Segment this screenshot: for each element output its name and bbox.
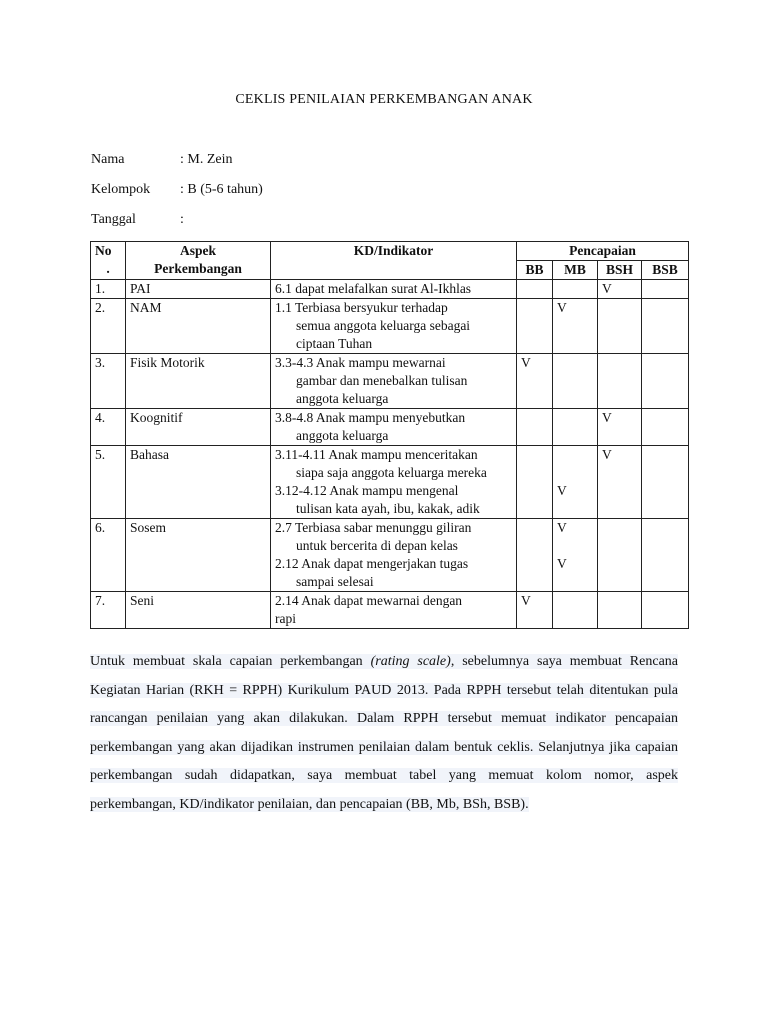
checklist-table xyxy=(90,241,689,629)
table-row xyxy=(91,299,689,354)
cell-mb xyxy=(553,592,598,629)
cell-kd xyxy=(271,592,517,629)
cell-bsb xyxy=(642,446,689,519)
cell-bsh xyxy=(598,354,642,409)
kd-line: sampai selesai xyxy=(296,574,374,589)
cell-aspek: NAM xyxy=(126,299,271,354)
cell-bb xyxy=(517,409,553,446)
info-label-tanggal: Tanggal xyxy=(91,212,136,227)
cell-mb: V xyxy=(553,299,598,354)
info-row-nama xyxy=(91,152,233,168)
cell-no: 1. xyxy=(91,280,126,299)
paragraph-text-rest: , sebelumnya saya membuat Rencana Kegiatan Harian (RKH = RPPH) Kurikulum PAUD 2013. Pada RPPH tersebut telah ditentukan pula rancangan penilaian yang akan dilakukan. Dalam RPPH tersebut memuat indikator pencapaian perkembangan yang akan dijadikan instrumen penilaian dalam bentuk ceklis. Selanjutnya jika capaian perkembangan sudah didapatkan, saya membuat tabel yang memuat kolom nomor, aspek perkembangan, KD/indikator penilaian, dan pencapaian (BB, Mb, BSh, BSB). xyxy=(90,654,678,812)
kd-line: rapi xyxy=(275,611,296,626)
info-label-nama: Nama xyxy=(91,152,125,167)
cell-kd xyxy=(271,446,517,519)
header-bsb: BSB xyxy=(642,261,689,280)
kd-line: 3.12-4.12 Anak mampu mengenal xyxy=(275,483,459,498)
cell-aspek: Sosem xyxy=(126,519,271,592)
cell-bsb xyxy=(642,409,689,446)
kd-line: ciptaan Tuhan xyxy=(296,336,373,351)
cell-bsh xyxy=(598,519,642,592)
cell-bsh xyxy=(598,592,642,629)
header-aspek-line2: Perkembangan xyxy=(154,261,242,276)
cell-kd xyxy=(271,354,517,409)
cell-mb xyxy=(553,519,598,592)
cell-kd xyxy=(271,409,517,446)
cell-bb xyxy=(517,280,553,299)
header-bsh: BSH xyxy=(598,261,642,280)
kd-line: anggota keluarga xyxy=(296,428,389,443)
kd-line: 2.7 Terbiasa sabar menunggu giliran xyxy=(275,520,472,535)
mark-v: V xyxy=(557,520,567,535)
page-title: CEKLIS PENILAIAN PERKEMBANGAN ANAK xyxy=(235,92,533,107)
kd-line: anggota keluarga xyxy=(296,391,389,406)
cell-bsh xyxy=(598,299,642,354)
cell-no: 4. xyxy=(91,409,126,446)
cell-aspek: Fisik Motorik xyxy=(126,354,271,409)
info-row-tanggal xyxy=(91,212,184,228)
table-row xyxy=(91,280,689,299)
cell-mb xyxy=(553,446,598,519)
cell-bsh: V xyxy=(598,446,642,519)
mark-v: V xyxy=(557,483,567,498)
cell-no: 3. xyxy=(91,354,126,409)
cell-bsb xyxy=(642,280,689,299)
explanation-paragraph xyxy=(90,648,678,819)
paragraph-text-start: Untuk membuat skala capaian perkembangan xyxy=(90,654,371,669)
cell-aspek: Seni xyxy=(126,592,271,629)
cell-aspek: Bahasa xyxy=(126,446,271,519)
header-kd: KD/Indikator xyxy=(271,242,517,280)
cell-aspek: Koognitif xyxy=(126,409,271,446)
cell-bb xyxy=(517,299,553,354)
table-row xyxy=(91,354,689,409)
header-no xyxy=(91,242,126,280)
cell-bb xyxy=(517,519,553,592)
cell-mb xyxy=(553,409,598,446)
table-row xyxy=(91,409,689,446)
paragraph-italic-term: (rating scale) xyxy=(370,654,451,669)
cell-mb xyxy=(553,280,598,299)
kd-line: 3.11-4.11 Anak mampu menceritakan xyxy=(275,447,478,462)
info-value-nama: : M. Zein xyxy=(180,152,233,167)
kd-line: 2.12 Anak dapat mengerjakan tugas xyxy=(275,556,469,571)
info-label-kelompok: Kelompok xyxy=(91,182,151,197)
kd-line: tulisan kata ayah, ibu, kakak, adik xyxy=(296,501,480,516)
kd-line: 1.1 Terbiasa bersyukur terhadap xyxy=(275,300,448,315)
cell-no: 6. xyxy=(91,519,126,592)
cell-kd xyxy=(271,299,517,354)
header-bb: BB xyxy=(517,261,553,280)
table-row xyxy=(91,446,689,519)
kd-line: gambar dan menebalkan tulisan xyxy=(296,373,468,388)
header-aspek-line1: Aspek xyxy=(179,243,216,258)
cell-bsh: V xyxy=(598,280,642,299)
info-value-kelompok: : B (5-6 tahun) xyxy=(180,182,263,197)
mark-v: V xyxy=(557,556,567,571)
info-row-kelompok xyxy=(91,182,263,198)
kd-line: 2.14 Anak dapat mewarnai dengan xyxy=(275,593,463,608)
cell-bb: V xyxy=(517,592,553,629)
cell-no: 2. xyxy=(91,299,126,354)
cell-no: 5. xyxy=(91,446,126,519)
cell-bb xyxy=(517,446,553,519)
cell-bsb xyxy=(642,519,689,592)
cell-mb xyxy=(553,354,598,409)
header-pencapaian: Pencapaian xyxy=(517,242,689,261)
cell-bsb xyxy=(642,299,689,354)
kd-line: 3.8-4.8 Anak mampu menyebutkan xyxy=(275,410,466,425)
header-mb: MB xyxy=(553,261,598,280)
cell-kd xyxy=(271,280,517,299)
cell-kd xyxy=(271,519,517,592)
cell-bsh: V xyxy=(598,409,642,446)
cell-no: 7. xyxy=(91,592,126,629)
cell-bb: V xyxy=(517,354,553,409)
kd-line: 6.1 dapat melafalkan surat Al-Ikhlas xyxy=(275,281,472,296)
kd-line: semua anggota keluarga sebagai xyxy=(296,318,471,333)
cell-bsb xyxy=(642,354,689,409)
header-no-line2: . xyxy=(106,261,110,276)
kd-line: 3.3-4.3 Anak mampu mewarnai xyxy=(275,355,446,370)
header-no-line1: No xyxy=(95,243,112,258)
cell-bsb xyxy=(642,592,689,629)
info-value-tanggal: : xyxy=(180,212,184,227)
kd-line: siapa saja anggota keluarga mereka xyxy=(296,465,487,480)
table-row xyxy=(91,592,689,629)
header-aspek xyxy=(126,242,271,280)
header-row xyxy=(91,242,689,261)
cell-aspek: PAI xyxy=(126,280,271,299)
table-row xyxy=(91,519,689,592)
kd-line: untuk bercerita di depan kelas xyxy=(296,538,458,553)
